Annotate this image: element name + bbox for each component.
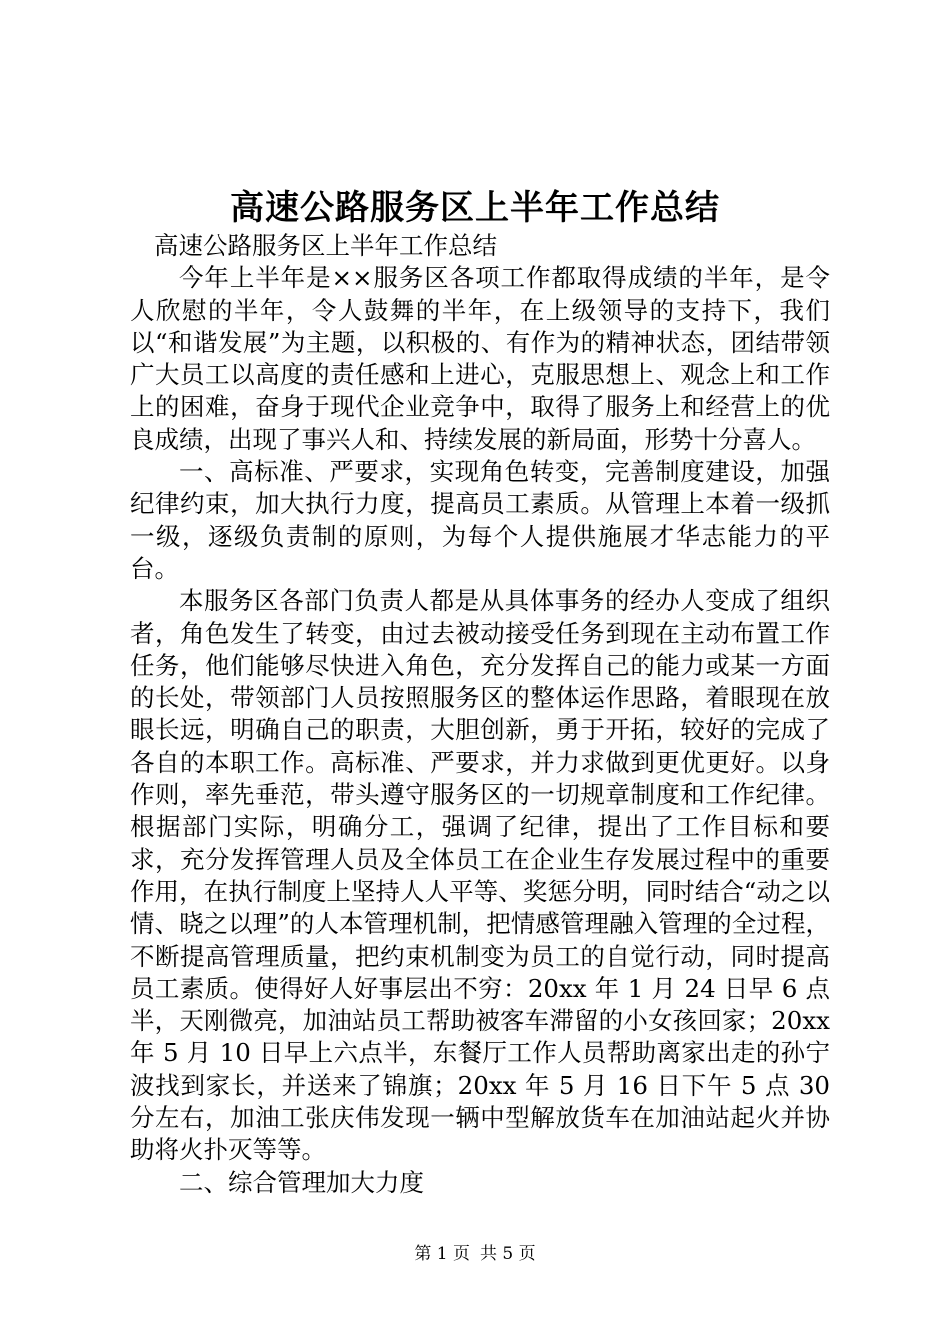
page-number: 第 1 页	[414, 1244, 470, 1264]
document-body	[130, 230, 830, 1199]
section-one-body-paragraph: 本服务区各部门负责人都是从具体事务的经办人变成了组织者，角色发生了转变，由过去被动接受任务到现在主动布置工作任务，他们能够尽快进入角色，充分发挥自己的能力或某一方面的长处，带领部门人员按照服务区的整体运作思路，着眼现在放眼长远，明确自己的职责，大胆创新，勇于开拓，较好的完成了各自的本职工作。高标准、严要求，并力求做到更优更好。以身作则，率先垂范，带头遵守服务区的一切规章制度和工作纪律。根据部门实际，明确分工，强调了纪律，提出了工作目标和要求，充分发挥管理人员及全体员工在企业生存发展过程中的重要作用，在执行制度上坚持人人平等、奖惩分明，同时结合“动之以情、晓之以理”的人本管理机制，把情感管理融入管理的全过程，不断提高管理质量，把约束机制变为员工的自觉行动，同时提高员工素质。使得好人好事层出不穷：20xx 年 1 月 24 日早 6 点半，天刚微亮，加油站员工帮助被客车滞留的小女孩回家；20xx 年 5 月 10 日早上六点半，东餐厅工作人员帮助离家出走的孙宁波找到家长，并送来了锦旗；20xx 年 5 月 16 日下午 5 点 30 分左右，加油工张庆伟发现一辆中型解放货车在加油站起火并协助将火扑灭等等。	[130, 586, 830, 1165]
page-footer	[0, 1242, 950, 1266]
page-total: 共 5 页	[480, 1244, 536, 1264]
section-one-heading-paragraph: 一、高标准、严要求，实现角色转变，完善制度建设，加强纪律约束，加大执行力度，提高员工素质。从管理上本着一级抓一级，逐级负责制的原则，为每个人提供施展才华志能力的平台。	[130, 457, 830, 583]
subtitle-paragraph: 高速公路服务区上半年工作总结	[154, 231, 497, 260]
document-title: 高速公路服务区上半年工作总结	[230, 188, 720, 228]
intro-paragraph: 今年上半年是××服务区各项工作都取得成绩的半年，是令人欣慰的半年，令人鼓舞的半年，在上级领导的支持下，我们以“和谐发展”为主题，以积极的、有作为的精神状态，团结带领广大员工以高度的责任感和上进心，克服思想上、观念上和工作上的困难，奋身于现代企业竞争中，取得了服务上和经营上的优良成绩，出现了事兴人和、持续发展的新局面，形势十分喜人。	[130, 263, 830, 454]
section-two-heading-paragraph: 二、综合管理加大力度	[179, 1167, 424, 1197]
